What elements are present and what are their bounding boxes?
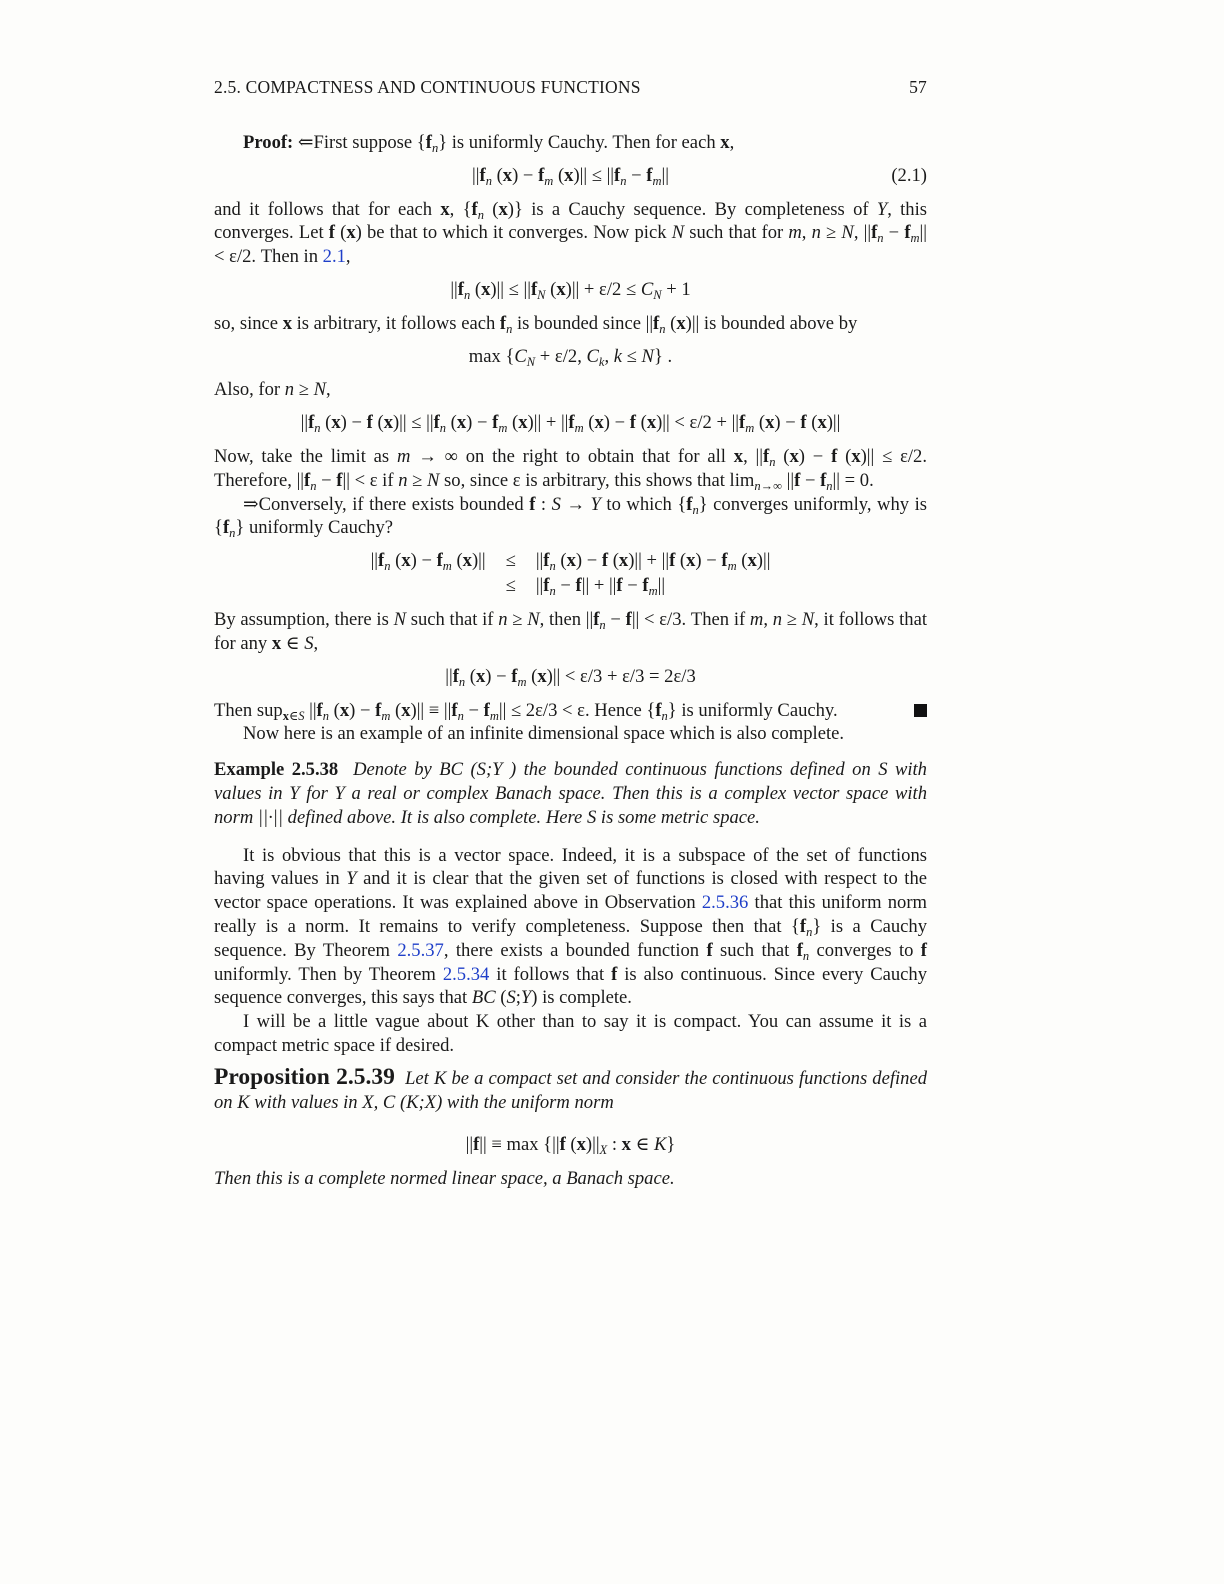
page-number: 57 [909,77,927,97]
paragraph: I will be a little vague about K other than to say it is compact. You can assume it is a compact metric space if desired. [214,1011,927,1056]
equation: $||f_n$ $(x)|| \le ||f_N$ $(x)|| + \varepsilon/2 \le C_N + 1$ [450,278,691,302]
paragraph: and it follows that for each x, {$f_n$ (x)} is a Cauchy sequence. By completeness of Y, this converges. Let f (x) be that to which it converges. Now pick N such that for m, n ≥ N, $||f_n - f_m|| < \varepsilon/2$. Then in 2.1, [214,198,928,268]
theorem-link[interactable]: 2.5.34 [442,963,490,985]
proposition-label: Proposition 2.5.39 [214,1063,395,1090]
proposition-conclusion: Then this is a complete normed linear space, a Banach space. [214,1167,675,1189]
paragraph: Now here is an example of an infinite dimensional space which is also complete. [243,723,845,745]
equation: $||f_n$ (x) − f $(x)|| \le ||f_n$ $(x) - f_m$ $(x)|| + ||f_m$ (x) − f $(x)|| < \varepsilon/2 + ||f_m$ (x) − f (x)|| [300,412,841,436]
paragraph: Then sup$_{x\in S}$ $||f_n$ $(x) - f_m$ $(x)|| \equiv ||f_n - f_m|| \le 2\varepsilon/3 < \varepsilon$. Hence $\{f_n\}$ is uniformly Cauchy. [214,699,927,723]
paragraph: It is obvious that this is a vector space. Indeed, it is a subspace of the set of functions having values in Y and it is clear that the given set of functions is closed with respect to the vector space operations. It was explained above in Observation 2.5.36 that this uniform norm really is a norm. It remains to verify completeness. Suppose then that $\{f_n\}$ is a Cauchy sequence. By Theorem 2.5.37, there exists a bounded function f such that $f_n$ converges to f uniformly. Then by Theorem 2.5.34 it follows that f is also continuous. Since every Cauchy sequence converges, this says that BC (S;Y) is complete. [214,844,928,1009]
paragraph: Now, take the limit as m → ∞ on the right to obtain that for all x, $||f_n$ (x) − f (x)|| ≤ ε/2. Therefore, $||f_n - f|| < \varepsilon$ if n ≥ N so, since ε is arbitrary, this shows that $\lim_{n\to\infty} ||f - f_n|| = 0$. [214,445,928,493]
example-text: Denote by BC (S;Y ) the bounded continuous functions defined on S with values in Y for Y a real or complex Banach space. Then this is a complex vector space with norm ||·|| defined above. It is also complete. Here S is some metric space. [214,759,927,828]
proposition-text: Let K be a compact set and consider the continuous functions defined on K with values in X, C (K;X) with the uniform norm [214,1067,928,1113]
paragraph: so, since x is arbitrary, it follows each $f_n$ is bounded since $||f_n$ (x)|| is bounded above by [214,312,858,336]
proof-label: Proof: [243,132,294,153]
proof-opening: Proof: ⇐First suppose $\{f_n\}$ is uniformly Cauchy. Then for each x, [243,132,735,155]
paragraph: Also, for n ≥ N, [214,379,331,401]
running-header [214,77,927,98]
equation-link[interactable]: 2.1 [322,246,346,268]
observation-link[interactable]: 2.5.36 [701,892,749,914]
example-block [214,758,927,829]
paragraph: ⇒Conversely, if there exists bounded f : S → Y to which $\{f_n\}$ converges uniformly, why is $\{f_n\}$ uniformly Cauchy? [214,493,927,541]
equation: $||f_n$ $(x) - f_m$ (x)|| < ε/3 + ε/3 = 2ε/3 [445,665,696,689]
equation: ||f|| ≡ max {||f $(x)||_X$ : x ∈ K} [465,1133,676,1157]
aligned-equation: $||f_n$ $(x) - f_m$ (x)|| ≤ $||f_n$ (x) − f (x)|| + ||f $(x) - f_m$ (x)|| ≤ $||f_n - f|| + ||f - f_m||$ [370,550,771,598]
paragraph: By assumption, there is N such that if n ≥ N, then $||f_n - f|| < \varepsilon/3$. Then if m, n ≥ N, it follows that for any x ∈ S, [214,609,927,654]
equation: $\max \{C_N + \varepsilon/2$, $C_k$, k ≤ N} . [468,345,673,369]
proposition-block [214,1063,928,1115]
equation-number: (2.1) [891,164,927,186]
theorem-link[interactable]: 2.5.37 [397,939,444,961]
example-label: Example 2.5.38 [214,759,339,781]
section-title: 2.5. COMPACTNESS AND CONTINUOUS FUNCTIONS [214,77,641,97]
body-text [214,131,927,1190]
qed-square-icon [914,704,927,717]
equation-2-1: $||f_n$ $(x) - f_m$ $(x)|| \le ||f_n - f_m||$ (2.1) [472,164,927,188]
